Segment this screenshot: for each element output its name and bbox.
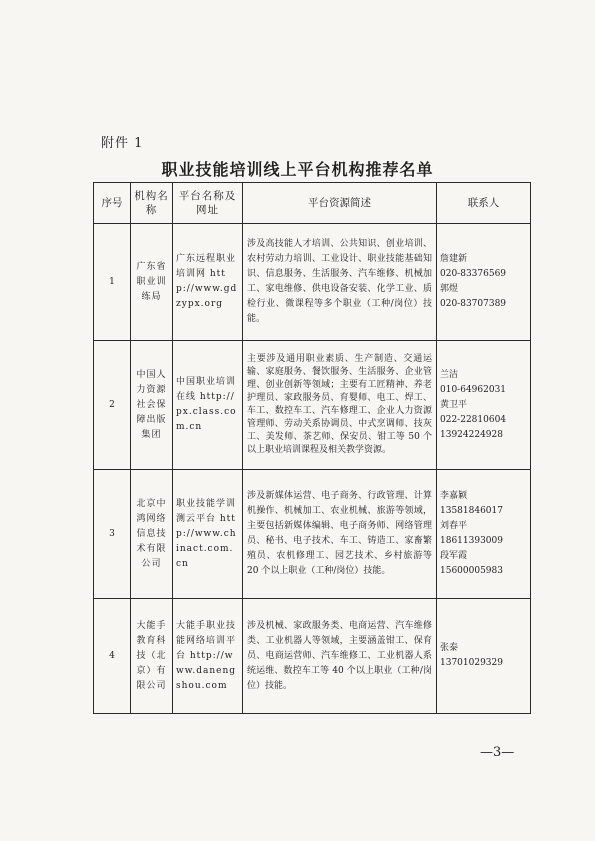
contact-cell: [437, 599, 531, 714]
resource-description: 涉及机械、家政服务类、电商运营、汽车维修类、工业机器人等领域，主要涵盖钳工、保育员、电商运营师、汽车维修工、工业机器人系统运维、数控车工等 40 个以上职业（工种/岗位）技能。: [243, 599, 437, 714]
contact-name: 兰洁: [440, 369, 459, 380]
institution-table: [93, 182, 531, 714]
attachment-label: 附件 1: [101, 136, 144, 151]
header-platform: 平台名称及网址: [173, 183, 243, 224]
contact-name: 詹建新: [440, 254, 468, 264]
contact-phone: 020-83707389: [440, 299, 507, 309]
table-row: [94, 599, 531, 714]
institution-name: 广东省职业训练局: [131, 224, 173, 341]
contact-phone: 13701029329: [440, 658, 503, 668]
contact-name: 刘春平: [440, 521, 468, 531]
row-no: 3: [94, 470, 131, 599]
header-name: 机构名称: [131, 183, 173, 224]
contact-phone: 010-64962031: [440, 384, 507, 395]
table-header-row: [94, 183, 531, 224]
platform-cell: 职业技能学训测云平台 http://www.chinact.com.cn: [173, 470, 243, 599]
contact-cell: [437, 341, 531, 470]
table-row: [94, 341, 531, 470]
row-no: 4: [94, 599, 131, 714]
platform-cell: 广东远程职业培训网 http://www.gdzypx.org: [173, 224, 243, 341]
contact-phone: 13924224928: [440, 429, 503, 440]
platform-cell: 大能手职业技能网络培训平台 http://www.danengshou.com: [173, 599, 243, 714]
table-row: [94, 224, 531, 341]
contact-phone: 13581846017: [440, 506, 503, 516]
resource-description: 涉及高技能人才培训、公共知识、创业培训、农村劳动力培训、工业设计、职业技能基础知识、信息服务、生活服务、汽车维修、机械加工、家电维修、供电设备安装、化学工业、质检行业、微课程等多个职业（工种/岗位）技能。: [243, 224, 437, 341]
contact-cell: [437, 224, 531, 341]
contact-phone: 020-83376569: [440, 269, 507, 279]
contact-name: 郭煜: [440, 284, 459, 294]
contact-cell: [437, 470, 531, 599]
contact-name: 张泰: [440, 643, 459, 653]
header-no: 序号: [94, 183, 131, 224]
page-number: —3—: [480, 745, 515, 760]
header-description: 平台资源简述: [243, 183, 437, 224]
platform-cell: 中国职业培训在线 http://px.class.com.cn: [173, 341, 243, 470]
resource-description: 主要涉及通用职业素质、生产制造、交通运输、家庭服务、餐饮服务、生活服务、企业管理、创业创新等领域；主要有工匠精神、养老护理员、家政服务员、育婴师、电工、焊工、车工、数控车工、汽车修理工、企业人力资源管理师、劳动关系协调员、中式烹调师、技灰工、美发师、茶艺师、保安员、钳工等 50 个以上职业培训课程及相关教学资源。: [243, 341, 437, 470]
contact-name: 段军霞: [440, 551, 468, 561]
table-row: [94, 470, 531, 599]
resource-description: 涉及新媒体运营、电子商务、行政管理、计算机操作、机械加工、农业机械、旅游等领域，主要包括新媒体编辑、电子商务师、网络管理员、秘书、电子技术、车工、铸造工、家畜繁殖员、农机修理工、园艺技术、乡村旅游等 20 个以上职业（工种/岗位）技能。: [243, 470, 437, 599]
document-title: 职业技能培训线上平台机构推荐名单: [161, 160, 434, 179]
contact-name: 李嘉颖: [440, 491, 468, 501]
institution-name: 大能手教育科技（北京）有限公司: [131, 599, 173, 714]
contact-phone: 15600005983: [440, 566, 503, 576]
row-no: 2: [94, 341, 131, 470]
contact-phone: 18611393009: [440, 536, 503, 546]
institution-name: 中国人力资源社会保障出版集团: [131, 341, 173, 470]
contact-phone: 022-22810604: [440, 414, 507, 425]
contact-name: 黄卫平: [440, 399, 468, 410]
header-contact: 联系人: [437, 183, 531, 224]
row-no: 1: [94, 224, 131, 341]
institution-name: 北京中鸿网络信息技术有限公司: [131, 470, 173, 599]
